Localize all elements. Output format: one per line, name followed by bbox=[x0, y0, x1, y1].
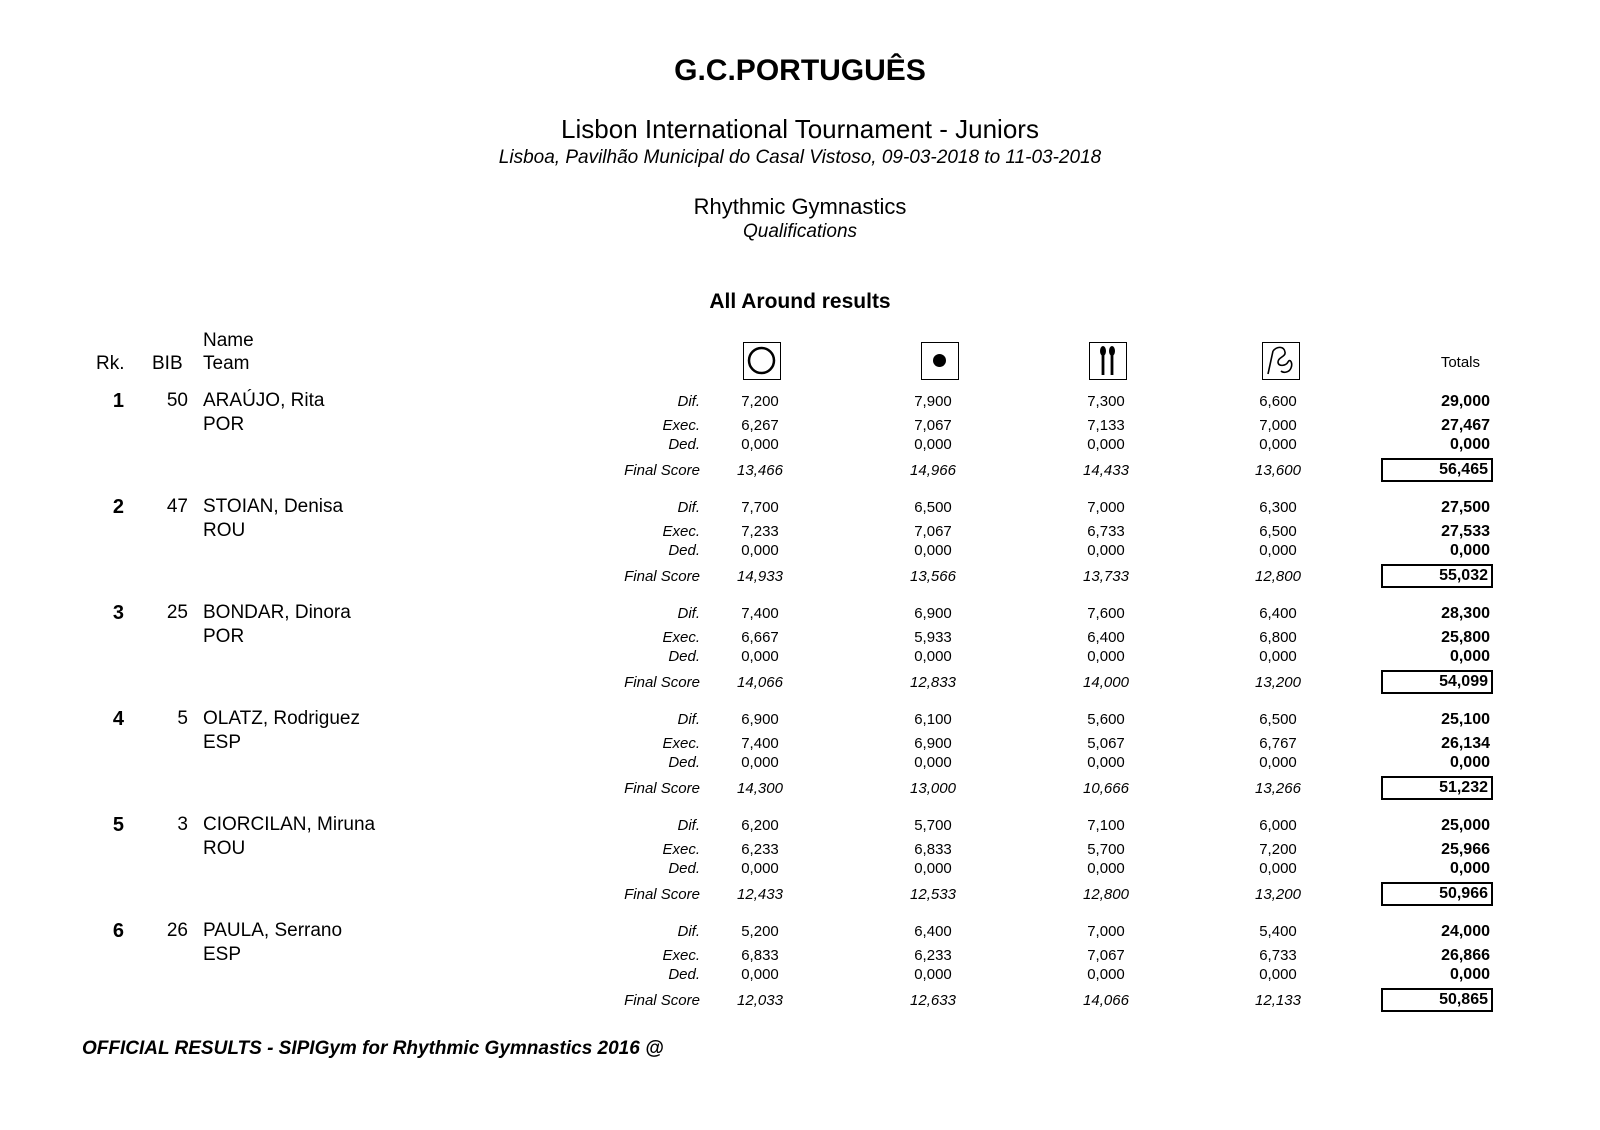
exec-label: Exec. bbox=[662, 629, 700, 646]
athlete-name: BONDAR, Dinora bbox=[203, 602, 351, 623]
final-score: 14,066 bbox=[737, 674, 783, 691]
column-header-team: Team bbox=[203, 353, 250, 374]
final-score: 14,000 bbox=[1083, 674, 1129, 691]
dif-score: 6,600 bbox=[1259, 393, 1297, 410]
ded-score: 0,000 bbox=[1087, 754, 1125, 771]
exec-label: Exec. bbox=[662, 735, 700, 752]
dif-score: 5,200 bbox=[741, 923, 779, 940]
tournament-title: Lisbon International Tournament - Juniors bbox=[561, 114, 1039, 144]
dif-score: 5,700 bbox=[914, 817, 952, 834]
ded-label: Ded. bbox=[668, 542, 700, 559]
exec-label: Exec. bbox=[662, 841, 700, 858]
exec-score: 7,400 bbox=[741, 735, 779, 752]
exec-score: 7,067 bbox=[914, 417, 952, 434]
athlete-rank: 5 bbox=[112, 814, 124, 836]
exec-score: 5,933 bbox=[914, 629, 952, 646]
dif-label: Dif. bbox=[677, 923, 700, 940]
dif-score: 6,200 bbox=[741, 817, 779, 834]
dif-label: Dif. bbox=[677, 817, 700, 834]
ded-score: 0,000 bbox=[741, 754, 779, 771]
ded-score: 0,000 bbox=[1259, 966, 1297, 983]
dif-label: Dif. bbox=[677, 393, 700, 410]
final-score: 14,300 bbox=[737, 780, 783, 797]
ded-total: 0,000 bbox=[1449, 436, 1490, 453]
athlete-team: ESP bbox=[203, 944, 242, 965]
dif-score: 6,500 bbox=[1259, 711, 1297, 728]
exec-score: 5,067 bbox=[1087, 735, 1125, 752]
ded-score: 0,000 bbox=[914, 542, 952, 559]
section-title: All Around results bbox=[709, 290, 891, 313]
exec-score: 6,900 bbox=[914, 735, 952, 752]
ded-score: 0,000 bbox=[1259, 542, 1297, 559]
athlete-rank: 6 bbox=[112, 920, 124, 942]
final-label: Final Score bbox=[624, 568, 700, 585]
athlete-bib: 26 bbox=[166, 920, 188, 941]
exec-score: 6,233 bbox=[741, 841, 779, 858]
ded-score: 0,000 bbox=[1087, 542, 1125, 559]
hoop-icon bbox=[743, 342, 781, 380]
ded-score: 0,000 bbox=[741, 436, 779, 453]
athlete-name: OLATZ, Rodriguez bbox=[203, 708, 360, 729]
phase: Qualifications bbox=[742, 221, 858, 242]
ded-total: 0,000 bbox=[1449, 648, 1490, 665]
exec-score: 7,133 bbox=[1087, 417, 1125, 434]
final-total-box: 55,032 bbox=[1381, 564, 1493, 588]
dif-score: 7,400 bbox=[741, 605, 779, 622]
dif-score: 6,500 bbox=[914, 499, 952, 516]
club-title: G.C.PORTUGUÊS bbox=[674, 54, 926, 87]
dif-score: 6,100 bbox=[914, 711, 952, 728]
athlete-team: ESP bbox=[203, 732, 242, 753]
athlete-rank: 1 bbox=[112, 390, 124, 412]
venue-dates: Lisboa, Pavilhão Municipal do Casal Vistoso, 09-03-2018 to 11-03-2018 bbox=[498, 147, 1102, 168]
dif-score: 7,000 bbox=[1087, 923, 1125, 940]
final-score: 13,200 bbox=[1255, 886, 1301, 903]
ded-total: 0,000 bbox=[1449, 542, 1490, 559]
ded-score: 0,000 bbox=[741, 648, 779, 665]
exec-score: 7,067 bbox=[1087, 947, 1125, 964]
athlete-name: PAULA, Serrano bbox=[203, 920, 343, 941]
dif-score: 5,400 bbox=[1259, 923, 1297, 940]
ded-score: 0,000 bbox=[1087, 436, 1125, 453]
athlete-bib: 5 bbox=[177, 708, 188, 729]
dif-total: 24,000 bbox=[1441, 923, 1490, 940]
final-label: Final Score bbox=[624, 462, 700, 479]
ded-score: 0,000 bbox=[1259, 860, 1297, 877]
final-score: 13,733 bbox=[1083, 568, 1129, 585]
exec-total: 25,800 bbox=[1441, 629, 1490, 646]
athlete-team: POR bbox=[203, 414, 245, 435]
athlete-rank: 4 bbox=[112, 708, 124, 730]
ded-score: 0,000 bbox=[914, 860, 952, 877]
exec-score: 6,800 bbox=[1259, 629, 1297, 646]
final-total-box: 50,966 bbox=[1381, 882, 1493, 906]
final-total-box: 54,099 bbox=[1381, 670, 1493, 694]
final-score: 12,033 bbox=[737, 992, 783, 1009]
exec-label: Exec. bbox=[662, 417, 700, 434]
final-score: 13,000 bbox=[910, 780, 956, 797]
athlete-name: ARAÚJO, Rita bbox=[203, 390, 325, 411]
column-header-bib: BIB bbox=[152, 353, 183, 374]
athlete-team: ROU bbox=[203, 520, 246, 541]
dif-score: 7,100 bbox=[1087, 817, 1125, 834]
exec-score: 6,500 bbox=[1259, 523, 1297, 540]
ball-icon bbox=[921, 342, 959, 380]
dif-score: 6,300 bbox=[1259, 499, 1297, 516]
athlete-bib: 47 bbox=[166, 496, 188, 517]
athlete-name: STOIAN, Denisa bbox=[203, 496, 344, 517]
exec-total: 26,866 bbox=[1441, 947, 1490, 964]
ded-score: 0,000 bbox=[1087, 966, 1125, 983]
dif-score: 6,400 bbox=[914, 923, 952, 940]
ded-label: Ded. bbox=[668, 754, 700, 771]
final-total-box: 50,865 bbox=[1381, 988, 1493, 1012]
final-score: 10,666 bbox=[1083, 780, 1129, 797]
dif-score: 6,900 bbox=[914, 605, 952, 622]
final-score: 14,966 bbox=[910, 462, 956, 479]
final-score: 12,133 bbox=[1255, 992, 1301, 1009]
exec-score: 5,700 bbox=[1087, 841, 1125, 858]
ded-total: 0,000 bbox=[1449, 966, 1490, 983]
dif-score: 5,600 bbox=[1087, 711, 1125, 728]
final-score: 12,533 bbox=[910, 886, 956, 903]
dif-score: 7,600 bbox=[1087, 605, 1125, 622]
dif-score: 7,000 bbox=[1087, 499, 1125, 516]
exec-score: 7,233 bbox=[741, 523, 779, 540]
exec-score: 7,067 bbox=[914, 523, 952, 540]
ded-score: 0,000 bbox=[1259, 436, 1297, 453]
final-score: 12,800 bbox=[1255, 568, 1301, 585]
exec-score: 6,400 bbox=[1087, 629, 1125, 646]
dif-total: 29,000 bbox=[1441, 393, 1490, 410]
exec-score: 6,667 bbox=[741, 629, 779, 646]
exec-total: 27,467 bbox=[1441, 417, 1490, 434]
final-score: 12,800 bbox=[1083, 886, 1129, 903]
dif-score: 6,900 bbox=[741, 711, 779, 728]
ded-label: Ded. bbox=[668, 966, 700, 983]
clubs-icon bbox=[1089, 342, 1127, 380]
athlete-team: POR bbox=[203, 626, 245, 647]
exec-score: 6,733 bbox=[1087, 523, 1125, 540]
dif-score: 7,200 bbox=[741, 393, 779, 410]
exec-label: Exec. bbox=[662, 947, 700, 964]
exec-total: 25,966 bbox=[1441, 841, 1490, 858]
dif-total: 25,100 bbox=[1441, 711, 1490, 728]
dif-score: 6,400 bbox=[1259, 605, 1297, 622]
ded-score: 0,000 bbox=[1259, 754, 1297, 771]
final-score: 13,266 bbox=[1255, 780, 1301, 797]
ded-label: Ded. bbox=[668, 860, 700, 877]
athlete-rank: 2 bbox=[112, 496, 124, 518]
dif-label: Dif. bbox=[677, 605, 700, 622]
ded-score: 0,000 bbox=[741, 860, 779, 877]
exec-score: 6,833 bbox=[914, 841, 952, 858]
final-score: 13,466 bbox=[737, 462, 783, 479]
ded-score: 0,000 bbox=[914, 966, 952, 983]
final-score: 14,066 bbox=[1083, 992, 1129, 1009]
dif-total: 27,500 bbox=[1441, 499, 1490, 516]
exec-score: 7,200 bbox=[1259, 841, 1297, 858]
ded-score: 0,000 bbox=[914, 648, 952, 665]
ribbon-icon bbox=[1262, 342, 1300, 380]
column-header-rank: Rk. bbox=[96, 353, 125, 374]
ded-total: 0,000 bbox=[1449, 860, 1490, 877]
ded-score: 0,000 bbox=[741, 542, 779, 559]
final-total-box: 51,232 bbox=[1381, 776, 1493, 800]
ded-label: Ded. bbox=[668, 648, 700, 665]
ded-score: 0,000 bbox=[1087, 648, 1125, 665]
exec-score: 7,000 bbox=[1259, 417, 1297, 434]
athlete-team: ROU bbox=[203, 838, 246, 859]
final-label: Final Score bbox=[624, 886, 700, 903]
final-score: 13,600 bbox=[1255, 462, 1301, 479]
exec-score: 6,233 bbox=[914, 947, 952, 964]
final-score: 13,566 bbox=[910, 568, 956, 585]
final-label: Final Score bbox=[624, 992, 700, 1009]
ded-score: 0,000 bbox=[1259, 648, 1297, 665]
ded-score: 0,000 bbox=[914, 436, 952, 453]
dif-total: 28,300 bbox=[1441, 605, 1490, 622]
exec-label: Exec. bbox=[662, 523, 700, 540]
column-header-name: Name bbox=[203, 330, 254, 351]
dif-label: Dif. bbox=[677, 711, 700, 728]
ded-score: 0,000 bbox=[1087, 860, 1125, 877]
discipline: Rhythmic Gymnastics bbox=[693, 194, 907, 219]
athlete-bib: 25 bbox=[166, 602, 188, 623]
final-score: 12,833 bbox=[910, 674, 956, 691]
dif-score: 7,300 bbox=[1087, 393, 1125, 410]
dif-label: Dif. bbox=[677, 499, 700, 516]
exec-score: 6,833 bbox=[741, 947, 779, 964]
exec-total: 26,134 bbox=[1441, 735, 1490, 752]
final-score: 12,633 bbox=[910, 992, 956, 1009]
footer-official-results: OFFICIAL RESULTS - SIPIGym for Rhythmic Gymnastics 2016 @ bbox=[82, 1038, 664, 1059]
athlete-bib: 3 bbox=[177, 814, 188, 835]
final-total-box: 56,465 bbox=[1381, 458, 1493, 482]
exec-score: 6,733 bbox=[1259, 947, 1297, 964]
final-score: 14,433 bbox=[1083, 462, 1129, 479]
ded-score: 0,000 bbox=[741, 966, 779, 983]
ded-total: 0,000 bbox=[1449, 754, 1490, 771]
column-header-totals: Totals bbox=[1440, 354, 1480, 371]
dif-score: 7,700 bbox=[741, 499, 779, 516]
athlete-bib: 50 bbox=[166, 390, 188, 411]
final-score: 14,933 bbox=[737, 568, 783, 585]
exec-score: 6,767 bbox=[1259, 735, 1297, 752]
exec-score: 6,267 bbox=[741, 417, 779, 434]
dif-score: 6,000 bbox=[1259, 817, 1297, 834]
dif-total: 25,000 bbox=[1441, 817, 1490, 834]
athlete-name: CIORCILAN, Miruna bbox=[203, 814, 376, 835]
ded-score: 0,000 bbox=[914, 754, 952, 771]
final-score: 12,433 bbox=[737, 886, 783, 903]
ded-label: Ded. bbox=[668, 436, 700, 453]
dif-score: 7,900 bbox=[914, 393, 952, 410]
final-label: Final Score bbox=[624, 674, 700, 691]
final-label: Final Score bbox=[624, 780, 700, 797]
athlete-rank: 3 bbox=[112, 602, 124, 624]
exec-total: 27,533 bbox=[1441, 523, 1490, 540]
final-score: 13,200 bbox=[1255, 674, 1301, 691]
